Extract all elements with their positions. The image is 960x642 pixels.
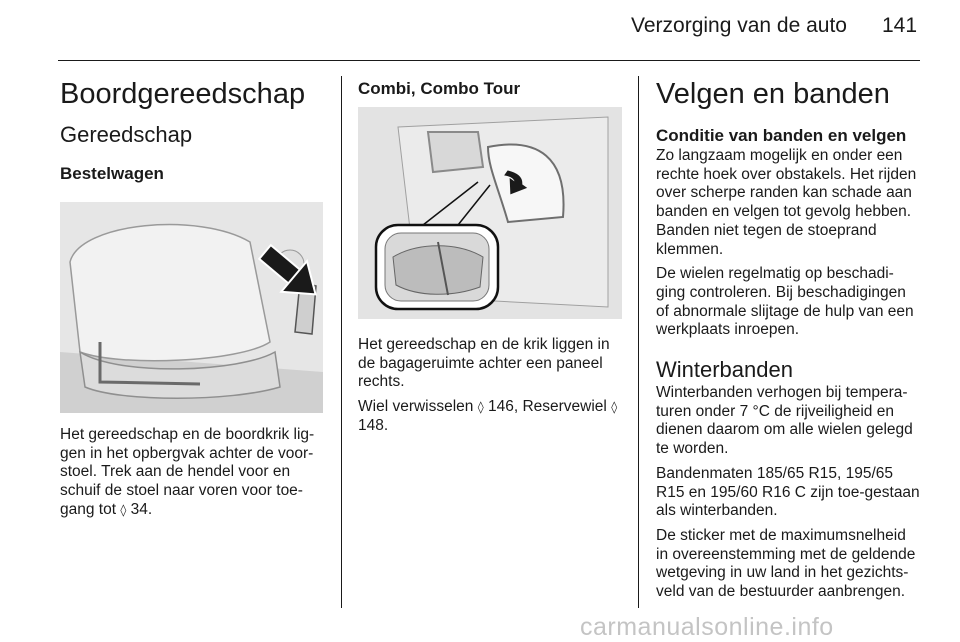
crossref-icon: ◊ [477, 400, 484, 415]
paragraph: De sticker met de maximumsnelheid in overeenstemming met de geldende wetgeving in uw land in het gezichts-veld van de bestuurder aanbrengen. [656, 526, 916, 601]
instruction-text: Het gereedschap en de krik liggen in de bagageruimte achter een paneel rechts. [358, 336, 610, 391]
vehicle-heading: Bestelwagen [60, 164, 164, 183]
watermark: carmanualsonline.info [580, 613, 834, 641]
paragraph: Winterbanden verhogen bij tempera-turen onder 7 °C de rijveiligheid en dienen daarom om alle wielen gelegd te worden. [656, 384, 913, 458]
crossref-icon: ◊ [120, 502, 127, 517]
cargo-panel-figure [358, 107, 622, 319]
section-title: Boordgereedschap [60, 78, 306, 110]
seat-toolbox-illustration-icon [60, 202, 323, 413]
cargo-panel-illustration-icon [358, 107, 622, 319]
instruction-text: Het gereedschap en de boordkrik lig-gen in het opbergvak achter de voor-stoel. Trek aan de hendel voor en schuif de stoel naar voren voor toe-gang tot ◊ 34. [60, 426, 315, 518]
column-velgen [656, 72, 922, 602]
page-number: 141 [882, 14, 918, 37]
vehicle-heading: Combi, Combo Tour [358, 79, 521, 98]
section-title: Velgen en banden [656, 78, 890, 110]
paragraph: De wielen regelmatig op beschadi-ging controleren. Bij beschadigingen of abnormale slijtage de hulp van een werkplaats inroepen. [656, 265, 914, 339]
paragraph: Bandenmaten 185/65 R15, 195/65 R15 en 195/60 R16 C zijn toe-gestaan als winterbanden. [656, 464, 920, 520]
column-boordgereedschap [60, 72, 326, 520]
crossref-text: Wiel verwisselen ◊ 146, Reservewiel ◊ 148. [358, 398, 618, 434]
paragraph: Zo langzaam mogelijk en onder een rechte hoek over obstakels. Het rijden over scherpe randen kan schade aan banden en velgen tot gevolg hebben. Banden niet tegen de stoeprand klemmen. [656, 147, 917, 258]
column-divider [341, 76, 342, 608]
seat-toolbox-figure [60, 202, 323, 413]
header-divider [58, 60, 920, 61]
chapter-title: Verzorging van de auto [631, 14, 847, 37]
subsection-heading: Conditie van banden en velgen [656, 126, 907, 145]
crossref-icon: ◊ [611, 400, 618, 415]
subsection-title: Gereedschap [60, 122, 193, 147]
subsection-title: Winterbanden [656, 357, 793, 383]
column-combi [358, 72, 624, 436]
column-divider [638, 76, 639, 608]
